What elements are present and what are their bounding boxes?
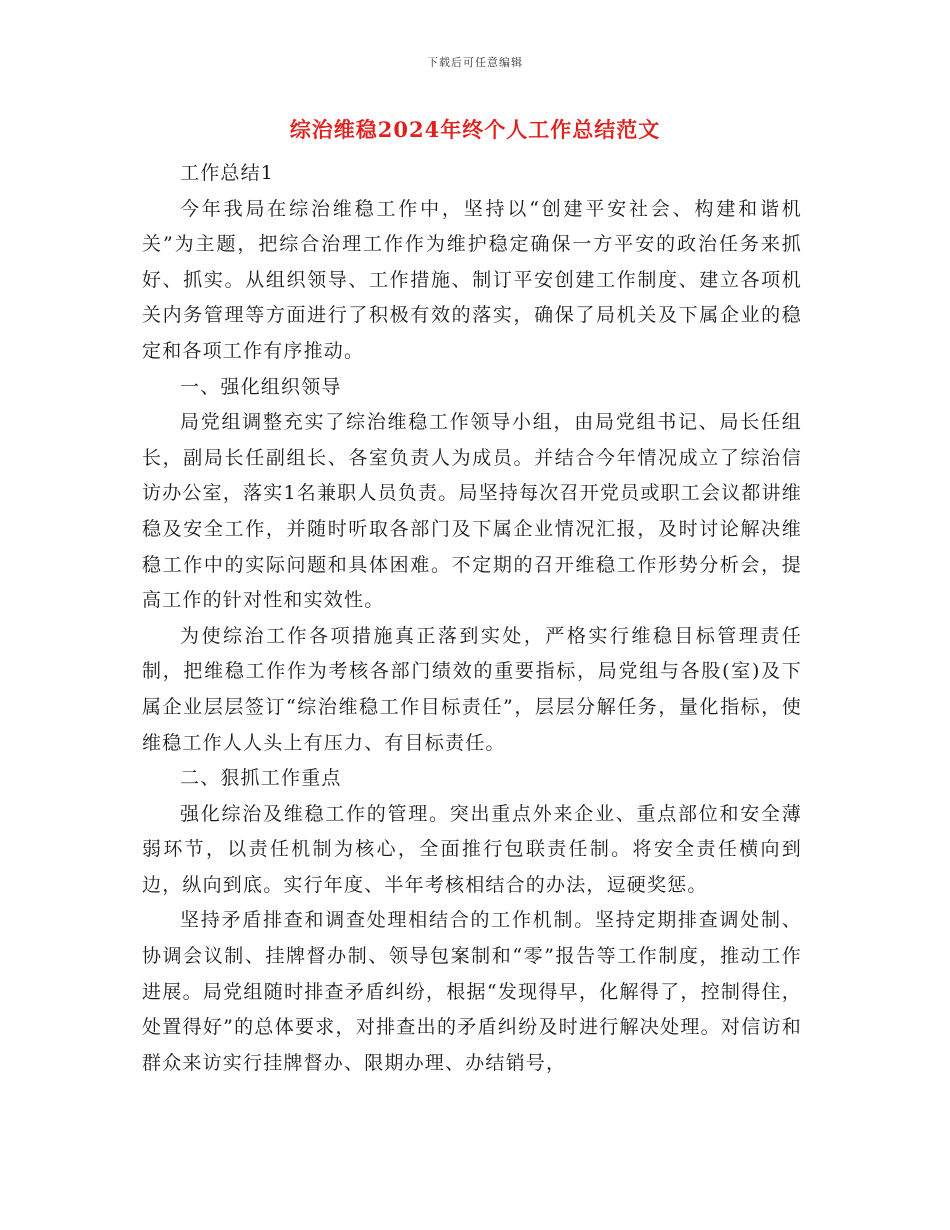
paragraph: 坚持矛盾排查和调查处理相结合的工作机制。坚持定期排查调处制、协调会议制、挂牌督办制、领导包案制和“零”报告等工作制度，推动工作进展。局党组随时排查矛盾纠纷，根据“发现得早，化解得了，控制得住，处置得好”的总体要求，对排查出的矛盾纠纷及时进行解决处理。对信访和群众来访实行挂牌督办、限期办理、办结销号， [142,909,802,1074]
document-body [142,156,802,1081]
section-heading: 一、强化组织领导 [180,375,342,398]
section-heading: 二、狠抓工作重点 [180,767,342,790]
header-note: 下载后可任意编辑 [427,56,523,69]
paragraph: 强化综治及维稳工作的管理。突出重点外来企业、重点部位和安全薄弱环节，以责任机制为核心，全面推行包联责任制。将安全责任横向到边，纵向到底。实行年度、半年考核相结合的办法，逗硬奖惩。 [142,802,802,896]
document-title: 综治维稳2024年终个人工作总结范文 [289,117,661,142]
section-label: 工作总结1 [180,162,275,184]
paragraph: 为使综治工作各项措施真正落到实处，严格实行维稳目标管理责任制，把维稳工作作为考核各部门绩效的重要指标，局党组与各股(室)及下属企业层层签订“综治维稳工作目标责任”，层层分解任务，量化指标，使维稳工作人人头上有压力、有目标责任。 [142,624,802,754]
paragraph: 局党组调整充实了综治维稳工作领导小组，由局党组书记、局长任组长，副局长任副组长、各室负责人为成员。并结合今年情况成立了综治信访办公室，落实1名兼职人员负责。局坚持每次召开党员或职工会议都讲维稳及安全工作，并随时听取各部门及下属企业情况汇报，及时讨论解决维稳工作中的实际问题和具体困难。不定期的召开维稳工作形势分析会，提高工作的针对性和实效性。 [142,411,802,612]
paragraph: 今年我局在综治维稳工作中，坚持以“创建平安社会、构建和谐机关”为主题，把综合治理工作作为维护稳定确保一方平安的政治任务来抓好、抓实。从组织领导、工作措施、制订平安创建工作制度、建立各项机关内务管理等方面进行了积极有效的落实，确保了局机关及下属企业的稳定和各项工作有序推动。 [142,197,802,362]
